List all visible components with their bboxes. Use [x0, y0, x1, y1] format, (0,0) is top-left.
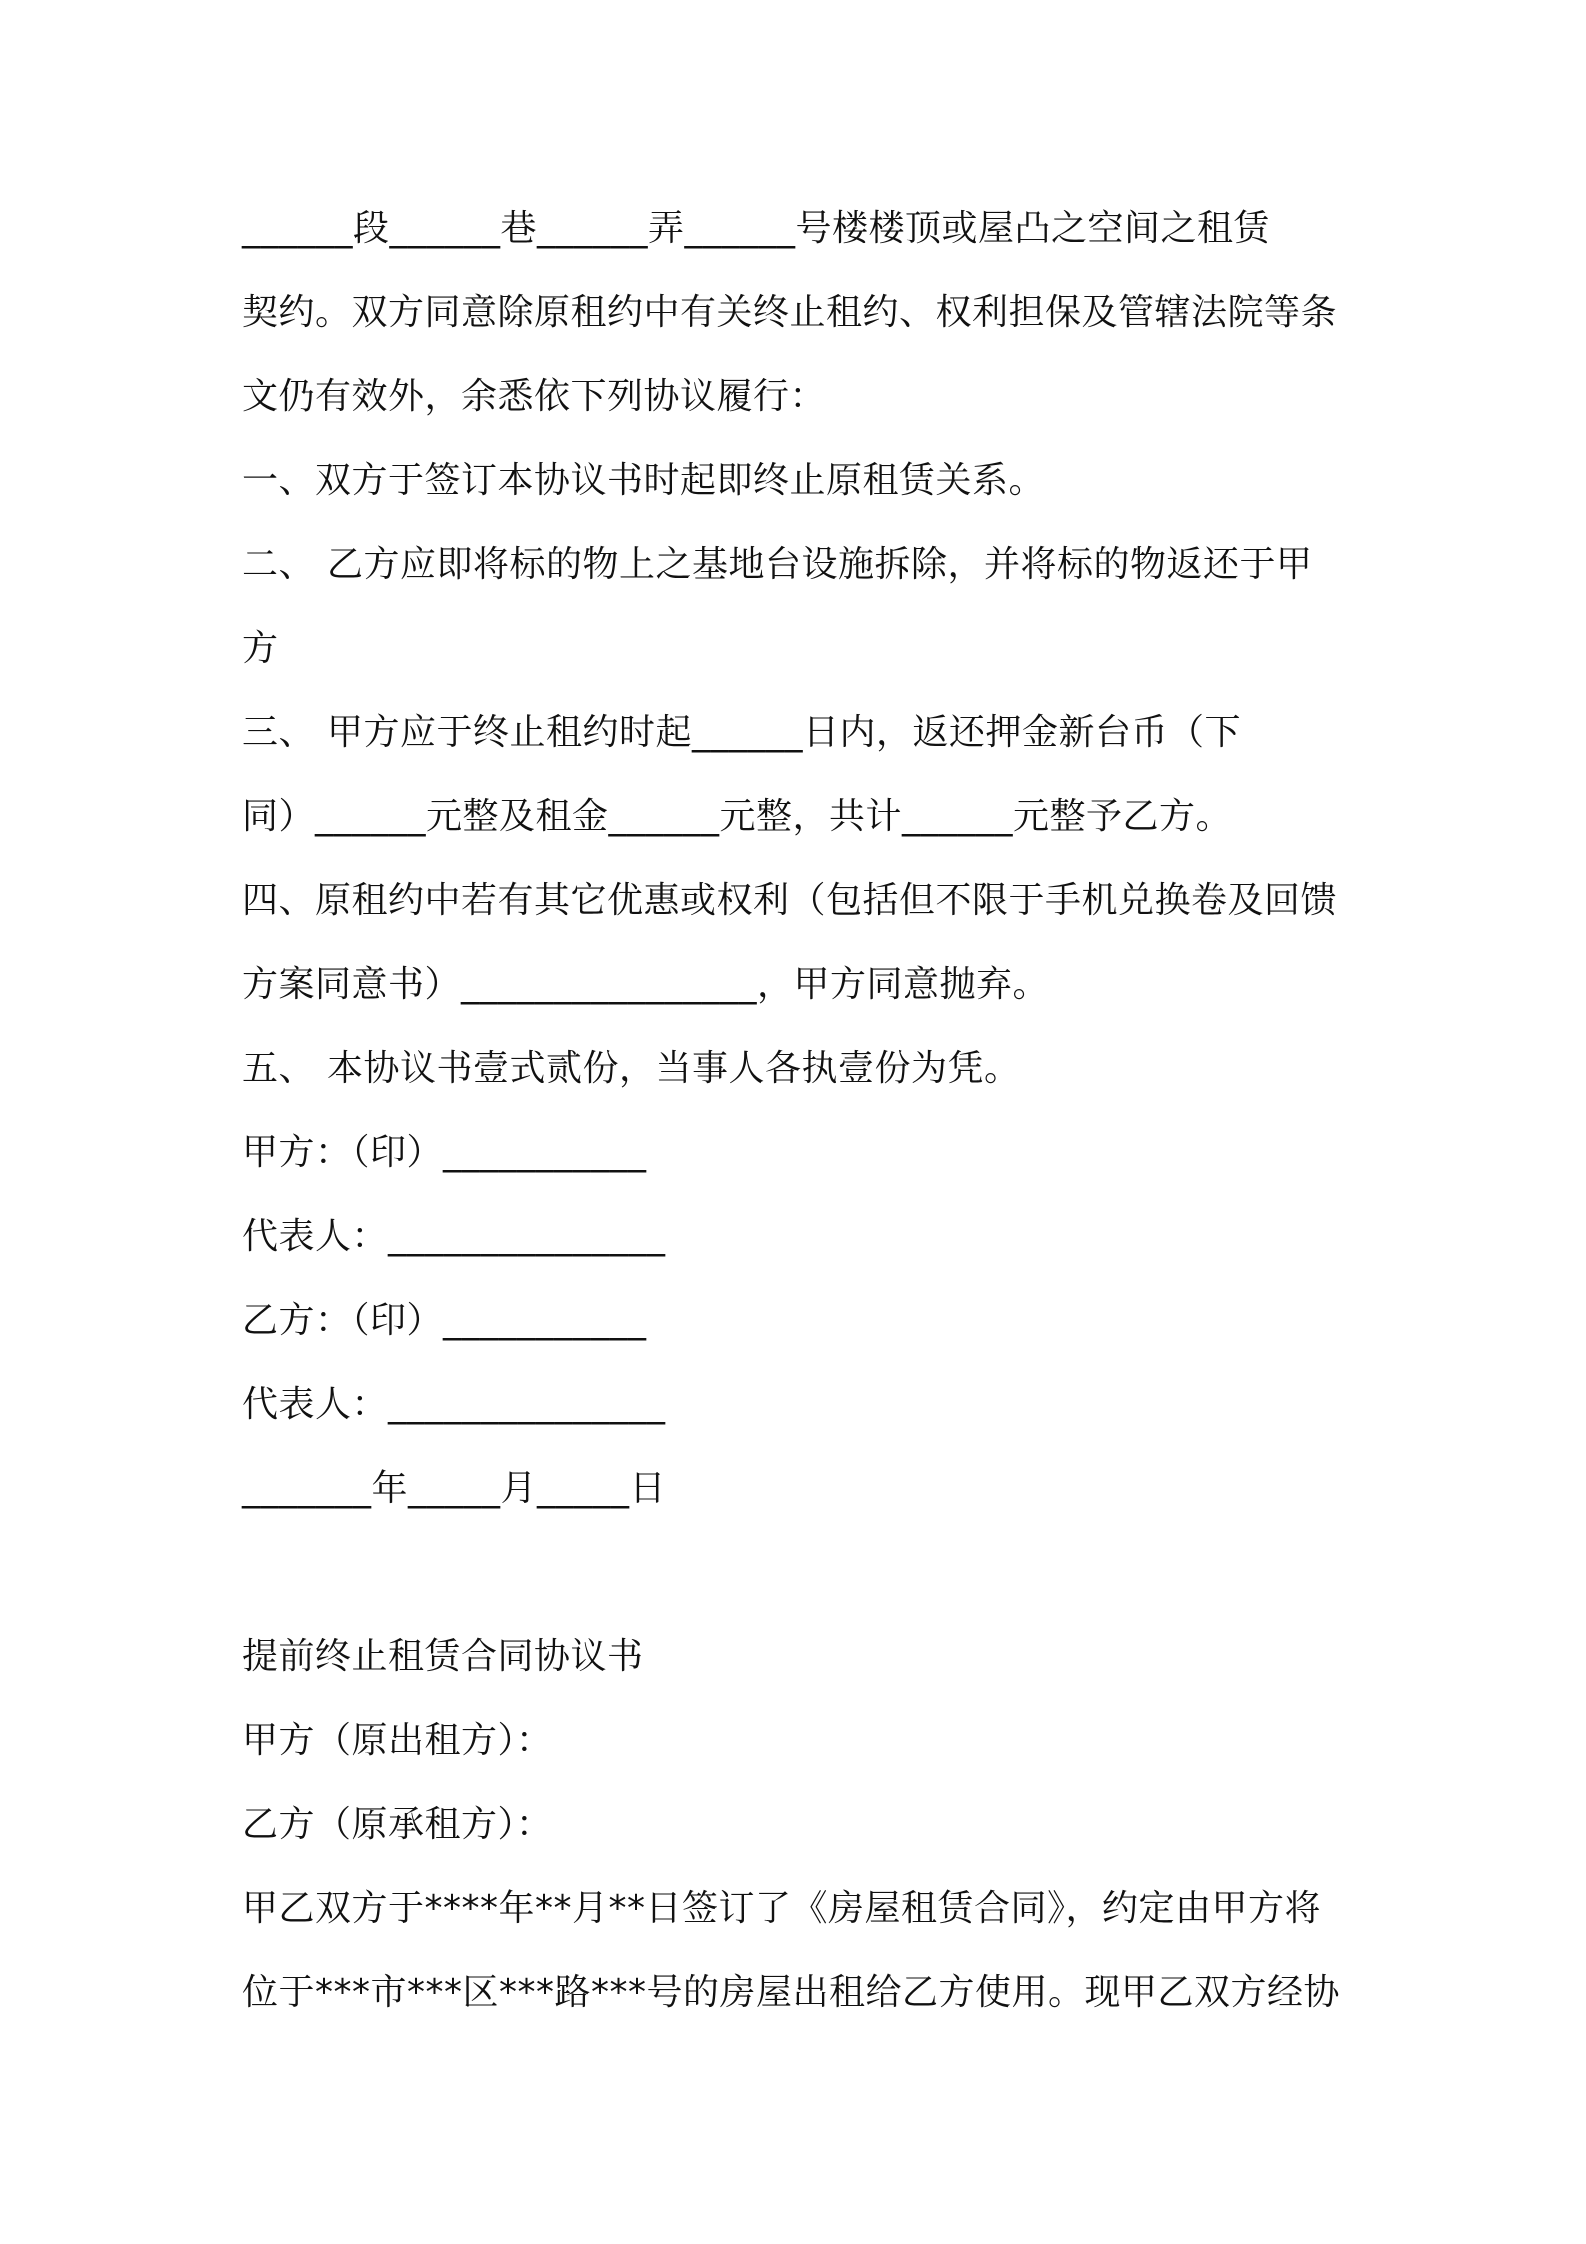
clause-4: 四、原租约中若有其它优惠或权利（包括但不限于手机兑换卷及回馈 [242, 880, 1338, 921]
text-line-3: 文仍有效外，余悉依下列协议履行： [242, 376, 827, 417]
clause-4-cont: 方案同意书）________________，甲方同意抛弃。 [242, 964, 1050, 1005]
date-line: _______年_____月_____日 [242, 1468, 666, 1509]
text-line-2: 契约。双方同意除原租约中有关终止租约、权利担保及管辖法院等条 [242, 292, 1338, 333]
party-b-lessee: 乙方（原承租方）： [242, 1804, 553, 1845]
body-line-2: 位于***市***区***路***号的房屋出租给乙方使用。现甲乙双方经协 [242, 1972, 1341, 2013]
clause-2-cont: 方 [242, 628, 279, 669]
party-a-seal-line: 甲方：（印）___________ [242, 1132, 647, 1173]
party-b-representative-line: 代表人：_______________ [242, 1384, 666, 1425]
second-document-title: 提前终止租赁合同协议书 [242, 1636, 644, 1677]
text-line-1: ______段______巷______弄______号楼楼顶或屋凸之空间之租赁 [242, 208, 1271, 249]
party-b-seal-line: 乙方：（印）___________ [242, 1300, 647, 1341]
body-line-1: 甲乙双方于****年**月**日签订了《房屋租赁合同》，约定由甲方将 [242, 1888, 1322, 1929]
clause-5: 五、 本协议书壹式贰份，当事人各执壹份为凭。 [242, 1048, 1021, 1089]
clause-2: 二、 乙方应即将标的物上之基地台设施拆除，并将标的物返还于甲 [242, 544, 1313, 585]
party-a-representative-line: 代表人：_______________ [242, 1216, 666, 1257]
clause-3-cont: 同）______元整及租金______元整，共计______元整予乙方。 [242, 796, 1233, 837]
clause-3: 三、 甲方应于终止租约时起______日内，返还押金新台币（下 [242, 712, 1241, 753]
party-a-lessor: 甲方（原出租方）： [242, 1720, 553, 1761]
clause-1: 一、双方于签订本协议书时起即终止原租赁关系。 [242, 460, 1046, 501]
